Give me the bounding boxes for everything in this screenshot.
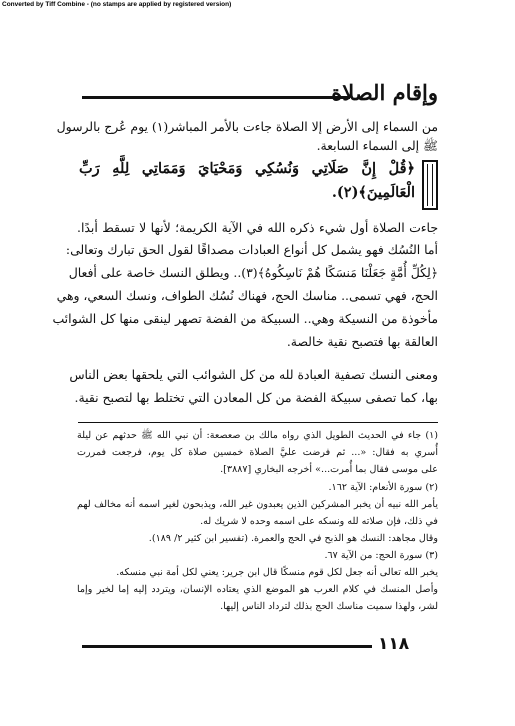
- footer-rule: [82, 645, 372, 648]
- footnote-line-4: (٢) سورة الأنعام: الآية ١٦٢.: [328, 482, 438, 493]
- verse-line-2: الْعَالَمِينَ﴾(٢).: [331, 184, 415, 201]
- intro-line-1: من السماء إلى الأرض إلا الصلاة جاءت بالأمر المباشر(١) يوم عُرج بالرسول: [56, 119, 438, 134]
- page-number: ١١٨: [378, 634, 410, 654]
- running-header-title: وإقام الصلاة: [331, 80, 438, 105]
- converter-watermark: Converted by Tiff Combine - (no stamps are applied by registered version): [2, 1, 232, 8]
- body-line-7: ومعنى النسك تصفية العبادة لله من كل الشوائب التي يلحقها بعض الناس: [69, 367, 438, 382]
- footnote-line-11: لشر، ولهذا سميت مناسك الحج بذلك لترداد الناس إليها.: [220, 601, 438, 612]
- body-line-5: مأخوذة من النسيكة وهي.. السبيكة من الفضة تصهر لينقى منها كل الشوائب: [52, 311, 438, 326]
- footnote-line-2: أُسري به فقال: «... ثم فرضت عليَّ الصلاة خمسين صلاة كل يوم، فرجعت فمررت: [77, 447, 438, 458]
- body-line-1: جاءت الصلاة أول شيء ذكره الله في الآية الكريمة؛ لأنها لا تسقط أبدًا.: [77, 220, 438, 235]
- footnote-line-6: في ذلك، فإن صلاته لله ونسكه على اسمه وحده لا شريك له.: [200, 516, 438, 527]
- intro-line-2: ﷺ إلى السماء السابعة.: [316, 138, 438, 153]
- body-line-6: العالقة بها فتصبح نقية خالصة.: [286, 334, 438, 349]
- footnote-line-7: وقال مجاهد: النسك هو الذبح في الحج والعمرة. (تفسير ابن كثير ٢/ ١٨٩).: [148, 533, 438, 544]
- header-rule: [82, 96, 350, 99]
- footnote-line-5: يأمر الله نبيه أن يخبر المشركين الذين يعبدون غير الله، ويذبحون لغير اسمه أنه مخالف لهم: [77, 499, 438, 510]
- verse-line-1: ﴿قُلْ إِنَّ صَلَاتِي وَنُسُكِي وَمَحْيَايَ وَمَمَاتِي لِلَّهِ رَبِّ: [79, 160, 415, 177]
- body-line-2: أما النُسُك فهو يشمل كل أنواع العبادات مصداقًا لقول الحق تبارك وتعالى:: [65, 242, 438, 257]
- verse-frame-ornament: [422, 160, 438, 210]
- body-line-4: الحج، فهي تسمى.. مناسك الحج، فهناك نُسُك الطواف، ونسك السعي، وهي: [56, 288, 438, 303]
- footnote-line-1: (١) جاء في الحديث الطويل الذي رواه مالك بن صعصعة: أن نبي الله ﷺ حدثهم عن ليلة: [77, 430, 438, 441]
- footnote-line-3: على موسى فقال بما أُمرت...» أخرجه البخاري [٣٨٨٧].: [220, 464, 438, 475]
- body-line-8: بها، كما تصفى سبيكة الفضة من كل المعادن التي تختلط بها لتصبح نقية.: [74, 390, 438, 405]
- footnote-separator: [78, 422, 438, 423]
- body-line-3: ﴿لِكُلِّ أُمَّةٍ جَعَلْنَا مَنسَكًا هُمْ نَاسِكُوهُ﴾(٣).. ويطلق النسك خاصة على أفعال: [68, 265, 438, 280]
- footnote-line-9: يخبر الله تعالى أنه جعل لكل قوم منسكًا قال ابن جرير: يعني لكل أمة نبي منسكه.: [116, 567, 438, 578]
- footnote-line-10: وأصل المنسك في كلام العرب هو الموضع الذي يعتاده الإنسان، ويتردد إليه إما لخير وإما: [77, 584, 438, 595]
- footnote-line-8: (٣) سورة الحج: من الآية ٦٧.: [324, 550, 438, 561]
